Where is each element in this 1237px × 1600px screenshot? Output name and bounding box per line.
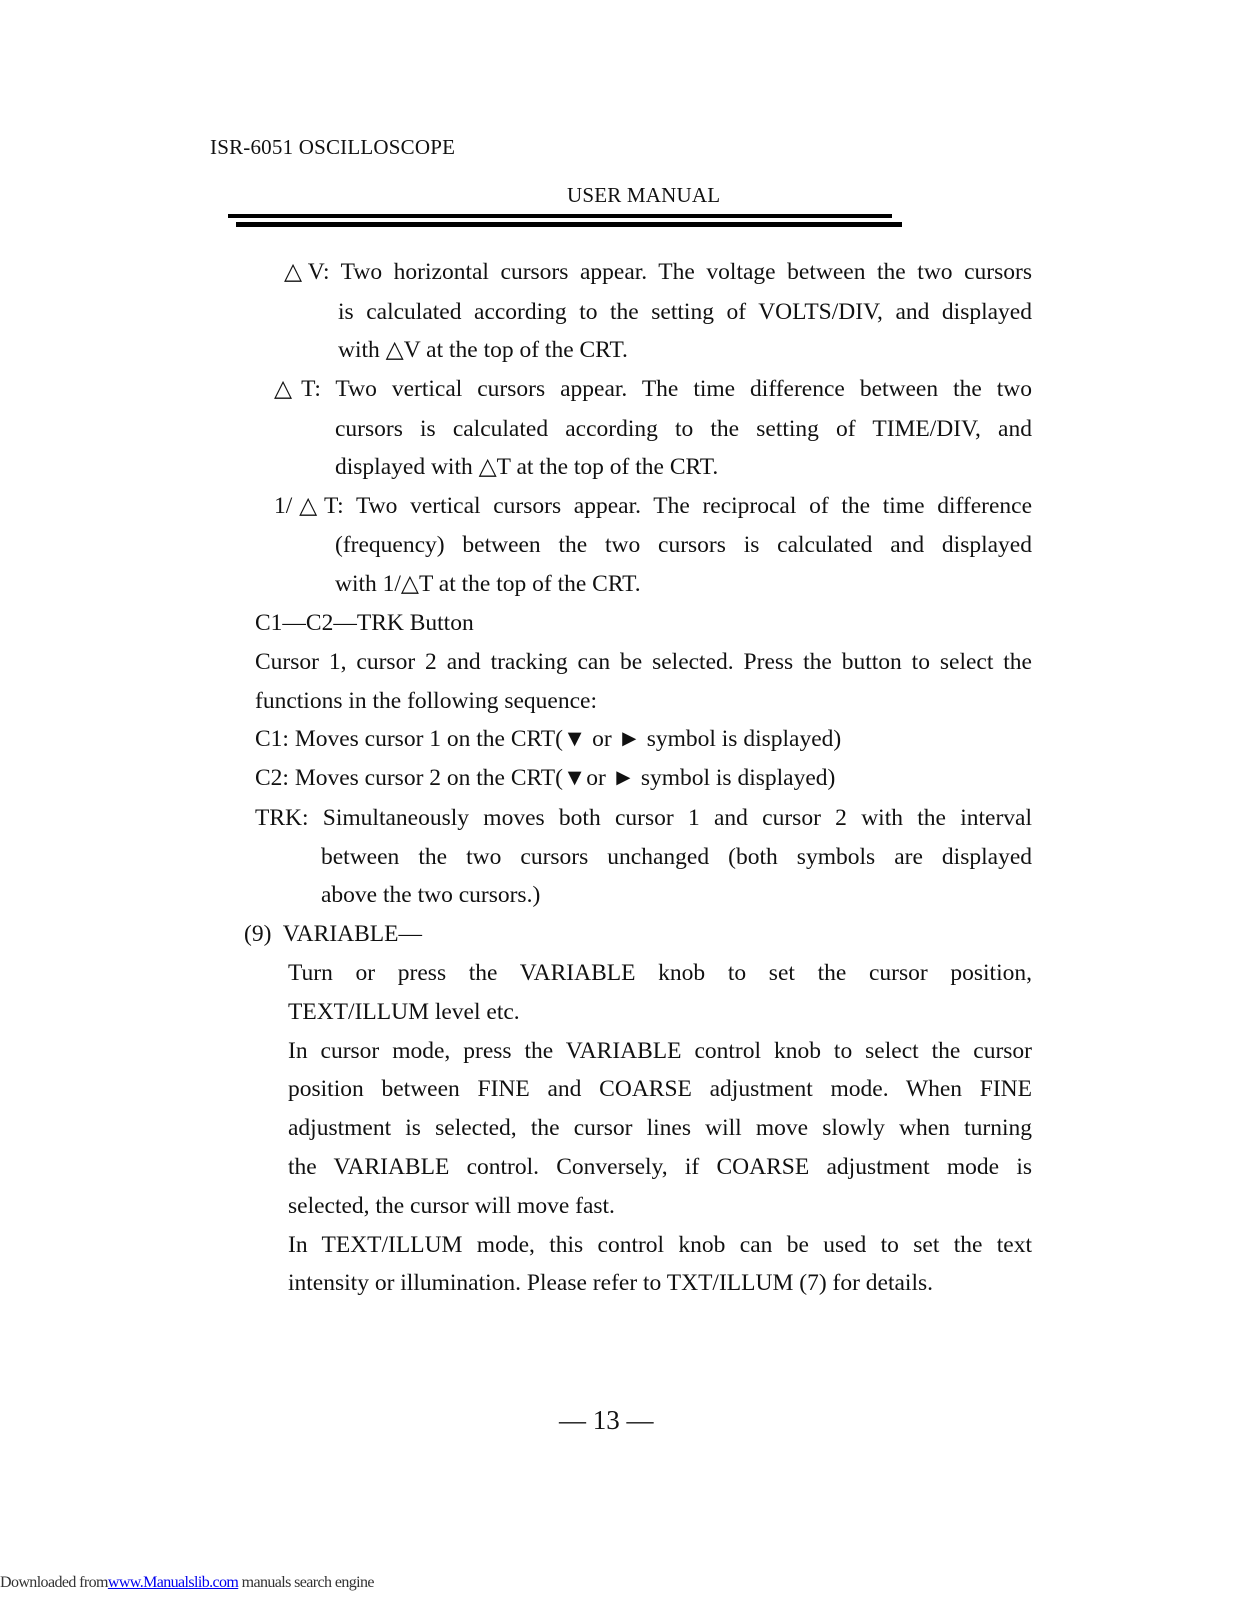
variable-p2-line-5: selected, the cursor will move fast. bbox=[288, 1193, 615, 1219]
c2-description: C2: Moves cursor 2 on the CRT(▼or ► symbol is displayed) bbox=[255, 765, 836, 791]
c1-description: C1: Moves cursor 1 on the CRT(▼ or ► symbol is displayed) bbox=[255, 726, 842, 752]
header-manual: USER MANUAL bbox=[567, 183, 721, 207]
trk-button-desc-line-1: Cursor 1, cursor 2 and tracking can be selected. Press the button to select the bbox=[255, 649, 1032, 675]
inv-delta-t-line-1: 1/△T: Two vertical cursors appear. The reciprocal of the time difference bbox=[274, 493, 1032, 519]
variable-p3-line-2: intensity or illumination. Please refer to TXT/ILLUM (7) for details. bbox=[288, 1270, 934, 1296]
trk-description-line-3: above the two cursors.) bbox=[321, 882, 541, 908]
delta-v-line-3: with △V at the top of the CRT. bbox=[338, 337, 628, 363]
delta-t-line-1: △T: Two vertical cursors appear. The time difference between the two bbox=[274, 376, 1032, 402]
manualslib-link[interactable]: www.Manualslib.com bbox=[107, 1574, 239, 1591]
variable-p2-line-1: In cursor mode, press the VARIABLE control knob to select the cursor bbox=[288, 1038, 1032, 1064]
trk-description-line-2: between the two cursors unchanged (both symbols are displayed bbox=[321, 844, 1032, 870]
footer-suffix: manuals search engine bbox=[238, 1574, 374, 1591]
download-footer bbox=[0, 1574, 374, 1592]
page-number: — 13 — bbox=[559, 1405, 654, 1435]
delta-t-line-3: displayed with △T at the top of the CRT. bbox=[335, 454, 719, 480]
delta-t-line-2: cursors is calculated according to the setting of TIME/DIV, and bbox=[335, 416, 1032, 442]
inv-delta-t-line-2: (frequency) between the two cursors is calculated and displayed bbox=[335, 532, 1032, 558]
trk-button-title: C1—C2—TRK Button bbox=[255, 610, 474, 636]
trk-button-desc-line-2: functions in the following sequence: bbox=[255, 688, 597, 714]
variable-p3-line-1: In TEXT/ILLUM mode, this control knob can be used to set the text bbox=[288, 1232, 1032, 1258]
header-product: ISR-6051 OSCILLOSCOPE bbox=[210, 135, 456, 159]
variable-p1-line-2: TEXT/ILLUM level etc. bbox=[288, 999, 520, 1025]
variable-p2-line-4: the VARIABLE control. Conversely, if COARSE adjustment mode is bbox=[288, 1154, 1032, 1180]
variable-p2-line-2: position between FINE and COARSE adjustment mode. When FINE bbox=[288, 1076, 1032, 1102]
header-rule-bottom bbox=[236, 222, 902, 227]
delta-v-line-1: △V: Two horizontal cursors appear. The voltage between the two cursors bbox=[284, 259, 1032, 285]
variable-p2-line-3: adjustment is selected, the cursor lines will move slowly when turning bbox=[288, 1115, 1032, 1141]
footer-prefix: Downloaded from bbox=[0, 1574, 108, 1591]
trk-description-line-1: TRK: Simultaneously moves both cursor 1 and cursor 2 with the interval bbox=[255, 805, 1032, 831]
delta-v-line-2: is calculated according to the setting of VOLTS/DIV, and displayed bbox=[338, 299, 1032, 325]
variable-heading: (9) VARIABLE— bbox=[244, 921, 422, 947]
inv-delta-t-line-3: with 1/△T at the top of the CRT. bbox=[335, 571, 641, 597]
header-rule-top bbox=[228, 214, 892, 218]
variable-p1-line-1: Turn or press the VARIABLE knob to set the cursor position, bbox=[288, 960, 1032, 986]
